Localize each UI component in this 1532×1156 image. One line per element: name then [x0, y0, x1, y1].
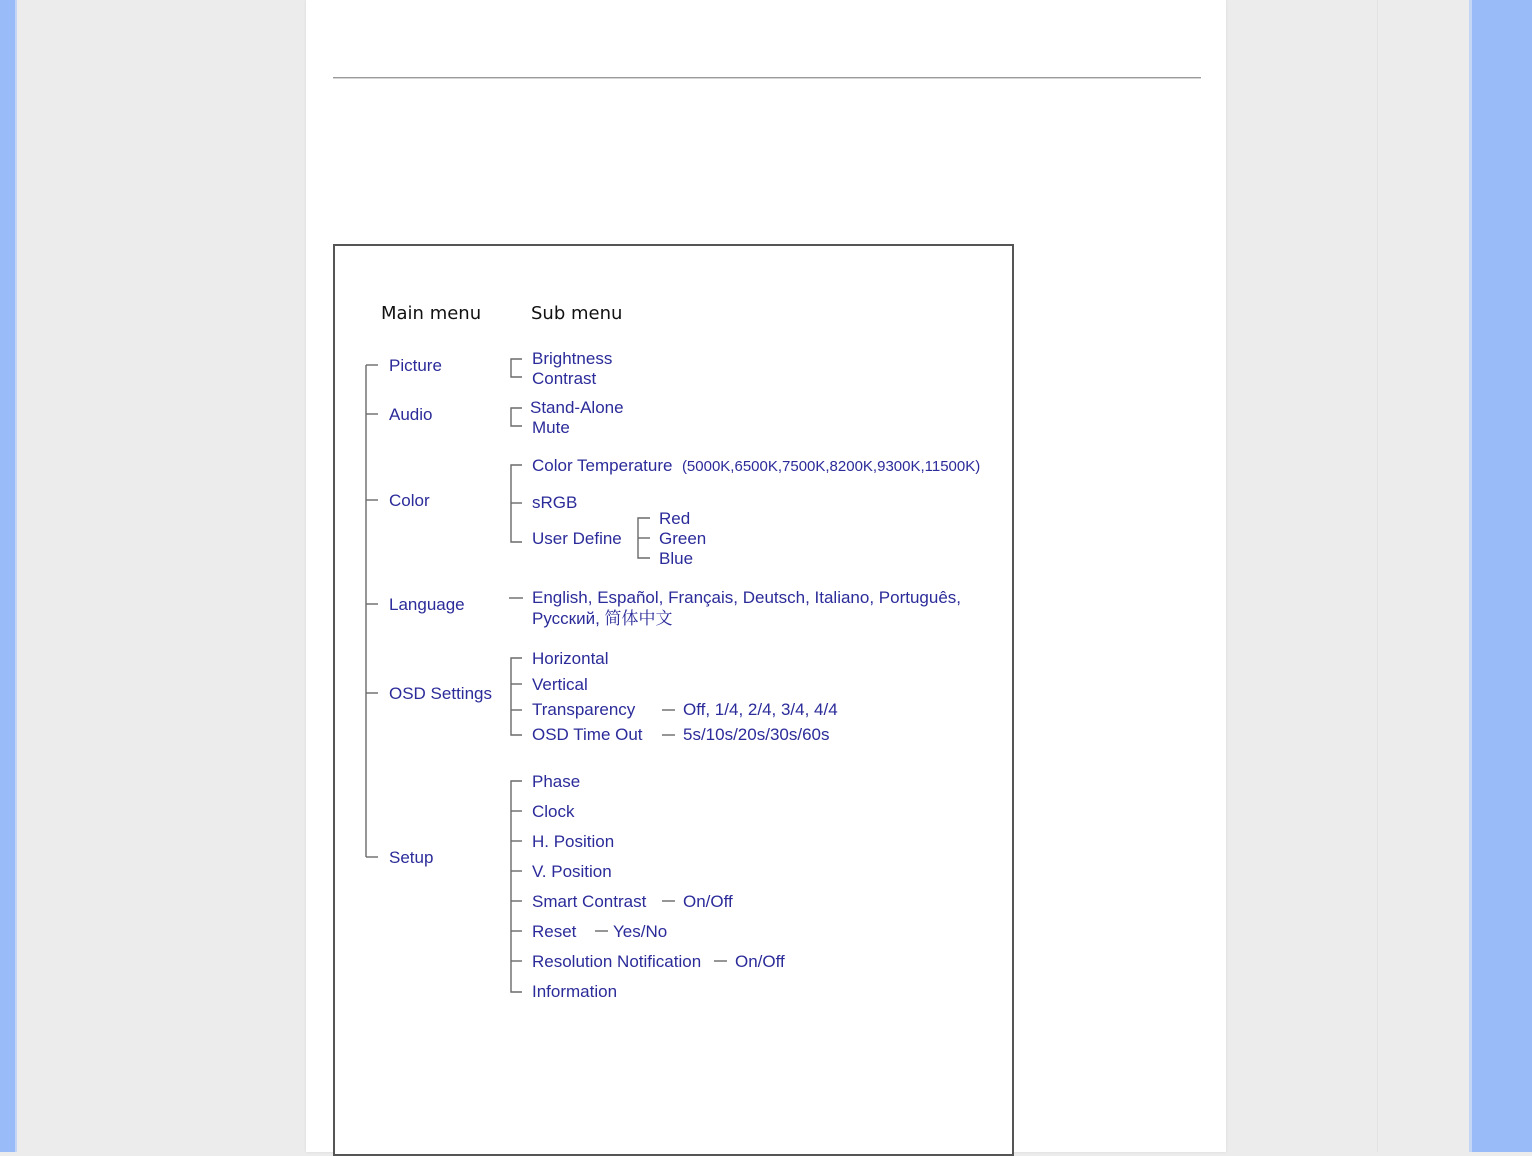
- sub-item-color-temperature: [532, 456, 980, 475]
- sub-item-brightness: Brightness: [532, 349, 613, 368]
- channel-green: Green: [659, 529, 707, 548]
- main-menu-header: Main menu: [381, 303, 482, 324]
- user-define-bracket: [638, 518, 650, 558]
- sub-item-horizontal: Horizontal: [532, 649, 609, 668]
- color-bracket: [511, 465, 522, 542]
- main-item-language: Language: [389, 595, 465, 614]
- sub-item-smart-contrast: Smart Contrast: [532, 892, 647, 911]
- viewer-divider: [1377, 0, 1378, 1152]
- language-list-line1: English, Español, Français, Deutsch, Italiano, Português,: [532, 588, 962, 607]
- horizontal-rule: [333, 77, 1201, 79]
- sub-item-clock: Clock: [532, 802, 575, 821]
- sub-item-vertical: Vertical: [532, 675, 588, 694]
- sub-item-mute: Mute: [532, 418, 570, 437]
- sub-item-information: Information: [532, 982, 618, 1001]
- main-item-picture: Picture: [389, 356, 442, 375]
- main-menu-spine: [366, 365, 378, 857]
- main-item-setup: Setup: [389, 848, 434, 867]
- sub-item-h-position: H. Position: [532, 832, 615, 851]
- setup-bracket: [511, 781, 522, 992]
- picture-bracket: [511, 359, 522, 377]
- channel-red: Red: [659, 509, 691, 528]
- smart-contrast-values: On/Off: [683, 892, 733, 911]
- document-page: [306, 0, 1226, 1152]
- color-temperature-values: (5000K,6500K,7500K,8200K,9300K,11500K): [681, 458, 981, 475]
- timeout-values: 5s/10s/20s/30s/60s: [683, 725, 830, 744]
- sub-item-reset: Reset: [532, 922, 577, 941]
- reset-values: Yes/No: [613, 922, 668, 941]
- window-left-border: [0, 0, 15, 1152]
- audio-bracket: [511, 408, 522, 426]
- window-left-border-highlight: [15, 0, 17, 1152]
- transparency-values: Off, 1/4, 2/4, 3/4, 4/4: [683, 700, 838, 719]
- sub-item-phase: Phase: [532, 772, 581, 791]
- sub-item-osd-time-out: OSD Time Out: [532, 725, 643, 744]
- sub-item-transparency: Transparency: [532, 700, 636, 719]
- sub-item-contrast: Contrast: [532, 369, 597, 388]
- window-right-border: [1472, 0, 1532, 1152]
- main-item-color: Color: [389, 491, 430, 510]
- sub-menu-header: Sub menu: [531, 303, 623, 324]
- main-item-osd-settings: OSD Settings: [389, 684, 492, 703]
- sub-item-srgb: sRGB: [532, 493, 578, 512]
- sub-item-resolution-notification: Resolution Notification: [532, 952, 702, 971]
- sub-item-v-position: V. Position: [532, 862, 612, 881]
- channel-blue: Blue: [659, 549, 694, 568]
- color-temperature-label: Color Temperature: [532, 456, 673, 475]
- osd-menu-tree-figure: [333, 244, 1014, 1156]
- osd-bracket: [511, 658, 522, 735]
- sub-item-stand-alone: Stand-Alone: [530, 398, 624, 417]
- menu-tree-diagram: [335, 246, 1012, 1156]
- resolution-notification-values: On/Off: [735, 952, 785, 971]
- main-item-audio: Audio: [389, 405, 433, 424]
- language-list-line2: Pусский, 简体中文: [532, 609, 673, 628]
- sub-item-user-define: User Define: [532, 529, 622, 548]
